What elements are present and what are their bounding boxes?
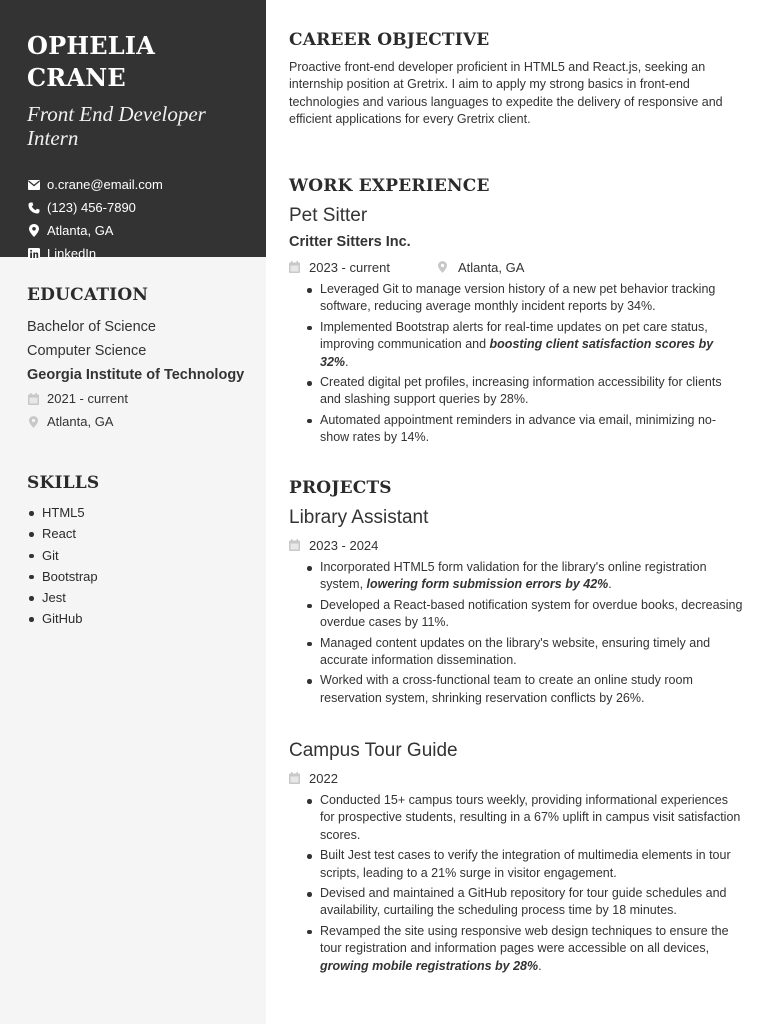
bullet-item: Conducted 15+ campus tours weekly, providing informational experiences for prospective students, resulting in a 67% uplift in campus visit satisfaction scores. (289, 792, 744, 844)
skills-section (27, 473, 252, 630)
education-dates (27, 387, 252, 410)
bullet-item: Developed a React-based notification system for overdue books, decreasing overdue cases by 11%. (289, 597, 744, 632)
bullet-text: Incorporated HTML5 form validation for the library's online registration system, (320, 560, 707, 592)
bullet-item (289, 319, 744, 371)
bullet-item: Automated appointment reminders in advance via email, minimizing no-show rates by 14%. (289, 412, 744, 447)
education-section (27, 285, 252, 433)
project-bullets (289, 559, 744, 707)
project-2-section (289, 739, 744, 978)
job-title-headline (27, 102, 239, 150)
bullet-item: Managed content updates on the library's website, ensuring timely and accurate information dissemination. (289, 635, 744, 670)
map-pin-icon (27, 415, 39, 428)
work-heading: WORK EXPERIENCE (289, 176, 490, 196)
contact-linkedin[interactable] (27, 242, 239, 265)
location-text: Atlanta, GA (47, 223, 114, 238)
bullet-item: Worked with a cross-functional team to create an online study room reservation system, shrinking reservation conflicts by 26%. (289, 672, 744, 707)
bullet-highlight: lowering form submission errors by 42% (366, 577, 609, 592)
work-dates-text: 2023 - current (309, 259, 390, 275)
project-dates-text: 2023 - 2024 (309, 537, 379, 553)
bullet-text-end: . (538, 958, 542, 973)
map-pin-icon (438, 261, 450, 274)
education-major: Computer Science (27, 343, 147, 359)
contact-location (27, 219, 239, 242)
bullet-item (289, 923, 744, 975)
envelope-icon (27, 178, 40, 191)
skill-item: Git (27, 545, 252, 566)
project-dates-text: 2022 (309, 770, 338, 786)
project-title: Campus Tour Guide (289, 740, 458, 761)
skill-item: Bootstrap (27, 566, 252, 587)
bullet-text-end: . (345, 354, 349, 369)
work-company: Critter Sitters Inc. (289, 234, 411, 250)
work-job-title: Pet Sitter (289, 205, 368, 226)
calendar-icon (27, 392, 39, 405)
objective-heading: CAREER OBJECTIVE (289, 30, 490, 50)
contact-list (27, 173, 239, 265)
work-section (289, 176, 744, 450)
education-school: Georgia Institute of Technology (27, 367, 245, 383)
education-degree: Bachelor of Science (27, 319, 156, 335)
work-location-text: Atlanta, GA (457, 259, 525, 275)
work-location (438, 260, 524, 275)
project-title: Library Assistant (289, 507, 429, 528)
headline-line-1: Front End Developer (27, 102, 206, 126)
profile-header (0, 0, 266, 261)
project-bullets (289, 792, 744, 975)
skills-list (27, 502, 252, 630)
bullet-highlight: boosting client satisfaction scores by 32% (320, 337, 714, 369)
education-location-text: Atlanta, GA (47, 414, 114, 429)
objective-section (289, 30, 744, 129)
phone-text: (123) 456-7890 (47, 200, 136, 215)
headline-line-2: Intern (27, 126, 79, 150)
work-dates (289, 260, 390, 275)
linkedin-icon (27, 247, 40, 260)
project-dates (289, 771, 338, 786)
bullet-item: Built Jest test cases to verify the integration of multimedia elements in tour scripts, leading to a 21% surge in visitor engagement. (289, 847, 744, 882)
bullet-item: Devised and maintained a GitHub repository for tour guide schedules and availability, curtailing the scheduling process time by 18 minutes. (289, 885, 744, 920)
contact-phone[interactable] (27, 196, 239, 219)
education-dates-text: 2021 - current (47, 391, 128, 406)
bullet-item: Leveraged Git to manage version history of a new pet behavior tracking software, reducing average monthly incident reports by 34%. (289, 281, 744, 316)
project-meta (289, 534, 744, 556)
skill-item: GitHub (27, 608, 252, 629)
skill-item: HTML5 (27, 502, 252, 523)
bullet-highlight: growing mobile registrations by 28% (320, 958, 539, 973)
calendar-icon (289, 772, 301, 785)
project-dates (289, 538, 378, 553)
objective-text: Proactive front-end developer proficient in HTML5 and React.js, seeking an internship position at Gretrix. I aim to apply my strong basics in front-end technologies and various languages to expedite the delivery of responsive and efficient applications for every Gretrix client. (289, 60, 723, 127)
skill-item: React (27, 523, 252, 544)
project-meta (289, 767, 744, 789)
bullet-item (289, 559, 744, 594)
skills-heading: SKILLS (27, 473, 100, 493)
calendar-icon (289, 261, 301, 274)
work-meta (289, 256, 744, 278)
skill-item: Jest (27, 587, 252, 608)
bullet-text: Revamped the site using responsive web design techniques to ensure the tour registration and information pages were accessible on all devices, (320, 923, 729, 956)
phone-icon (27, 201, 40, 214)
linkedin-link[interactable]: LinkedIn (47, 246, 97, 261)
education-location (27, 410, 252, 433)
bullet-item: Created digital pet profiles, increasing information accessibility for clients and slashing support queries by 28%. (289, 374, 744, 409)
bullet-text-end: . (608, 577, 612, 592)
bullet-text: Implemented Bootstrap alerts for real-time updates on pet care status, improving communication and (320, 319, 708, 352)
candidate-name: OPHELIA CRANE (27, 31, 156, 92)
work-bullets (289, 281, 744, 447)
projects-heading: PROJECTS (289, 478, 392, 498)
email-text: o.crane@email.com (47, 177, 163, 192)
calendar-icon (289, 539, 301, 552)
contact-email[interactable] (27, 173, 239, 196)
education-heading: EDUCATION (27, 285, 149, 305)
projects-section (289, 478, 744, 710)
map-pin-icon (27, 224, 40, 237)
